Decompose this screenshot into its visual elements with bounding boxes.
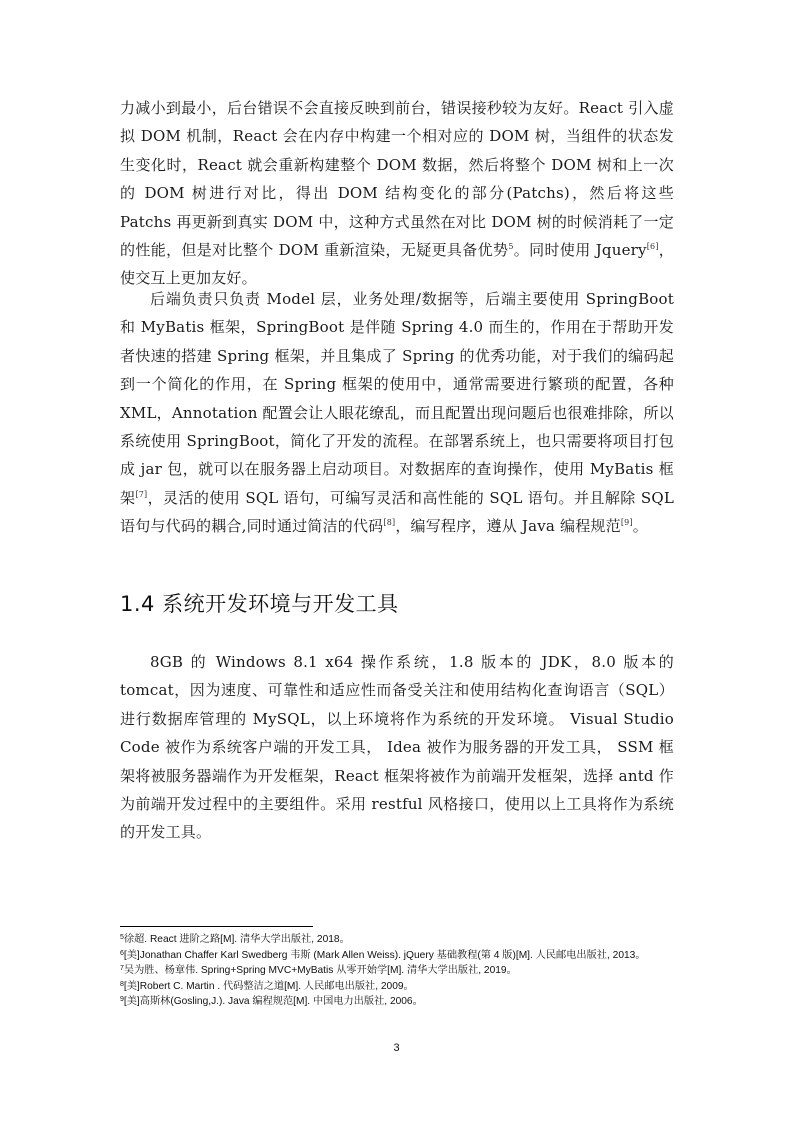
section-heading: 1.4 系统开发环境与开发工具 (120, 592, 399, 616)
footnote-mark: 9 (120, 996, 124, 1004)
footnote-mark: 7 (120, 965, 124, 973)
footnote-divider (120, 926, 313, 927)
paragraph-backend-springboot (120, 285, 674, 541)
paragraph-text: 。 (632, 517, 648, 536)
citation-ref-9[interactable]: [9] (620, 518, 633, 528)
paragraph-text: 。同时使用 Jquery (513, 241, 647, 260)
citation-ref-6[interactable]: [6] (646, 242, 659, 252)
footnote-text: 徐超. React 进阶之路[M]. 清华大学出版社, 2018。 (123, 934, 350, 945)
page-number: 3 (393, 1042, 400, 1054)
footnote-item (120, 979, 676, 995)
footnote-item (120, 994, 676, 1010)
citation-ref-7[interactable]: [7] (135, 489, 148, 499)
footnote-item (120, 932, 676, 948)
footnote-text: 吴为胜、杨章伟. Spring+Spring MVC+MyBatis 从零开始学[M]. 清华大学出版社, 2019。 (123, 965, 517, 977)
footnote-text: [美]高斯林(Gosling,J.). Java 编程规范[M]. 中国电力出版社, 2006。 (123, 996, 423, 1008)
footnote-text: [美]Jonathan Chaffer Karl Swedberg 韦斯 (Mark Allen Weiss). jQuery 基础教程(第 4 版)[M]. 人民邮电出版社, 2013。 (123, 949, 646, 961)
footnotes (120, 932, 676, 1010)
paragraph-text: 力减小到最小，后台错误不会直接反映到前台，错误接秒较为友好。React 引入虚拟 DOM 机制，React 会在内存中构建一个相对应的 DOM 树，当组件的状态发生变化时，React 就会重新构建整个 DOM 数据，然后将整个 DOM 树和上一次的 DOM 树进行对比，得出 DOM 结构变化的部分(Patchs)，然后将这些 Patchs 再更新到真实 DOM 中，这种方式虽然在对比 DOM 树的时候消耗了一定的性能，但是对比整个 DOM 重新渲染，无疑更具备优势 (120, 99, 674, 260)
citation-ref-8[interactable]: [8] (383, 518, 396, 528)
footnote-mark: 8 (120, 980, 124, 988)
footnote-mark: 5 (120, 934, 124, 941)
footnote-mark: 6 (120, 949, 124, 957)
paragraph-text: ，编写程序，遵从 Java 编程规范 (395, 517, 621, 536)
footnote-text: [美]Robert C. Martin . 代码整洁之道[M]. 人民邮电出版社, 2009。 (123, 980, 414, 992)
footnote-item (120, 948, 676, 964)
footnote-item (120, 963, 676, 979)
paragraph-text: ，使交互上更加友好。 (120, 241, 675, 288)
paragraph-text: 后端负责只负责 Model 层，业务处理/数据等，后端主要使用 SpringBoot 和 MyBatis 框架，SpringBoot 是伴随 Spring 4.0 而生的，作用在于帮助开发者快速的搭建 Spring 框架，并且集成了 Spring 的优秀功能，对于我们的编码起到一个简化的作用，在 Spring 框架的使用中，通常需要进行繁琐的配置，各种 XML，Annotation 配置会让人眼花缭乱，而且配置出现问题后也很难排除，所以系统使用 SpringBoot，简化了开发的流程。在部署系统上，也只需要将项目打包成 jar 包，就可以在服务器上启动项目。对数据库的查询操作，使用 MyBatis 框架 (120, 290, 674, 507)
paragraph-dev-environment: 8GB 的 Windows 8.1 x64 操作系统，1.8 版本的 JDK，8.0 版本的 tomcat，因为速度、可靠性和适应性而备受关注和使用结构化查询语言（SQL）进行数据库管理的 MySQL，以上环境将作为系统的开发环境。 Visual Studio Code 被作为系统客户端的开发工具， Idea 被作为服务器的开发工具， SSM 框架将被服务器端作为开发框架，React 框架将被作为前端开发框架，选择 antd 作为前端开发过程中的主要组件。采用 restful 风格接口，使用以上工具将作为系统的开发工具。 (120, 653, 674, 842)
paragraph-text: ，灵活的使用 SQL 语句，可编写灵活和高性能的 SQL 语句。并且解除 SQL 语句与代码的耦合,同时通过简洁的代码 (120, 488, 675, 536)
paragraph-frontend-react (120, 94, 674, 293)
footnote-ref-5[interactable]: 5 (508, 242, 514, 252)
